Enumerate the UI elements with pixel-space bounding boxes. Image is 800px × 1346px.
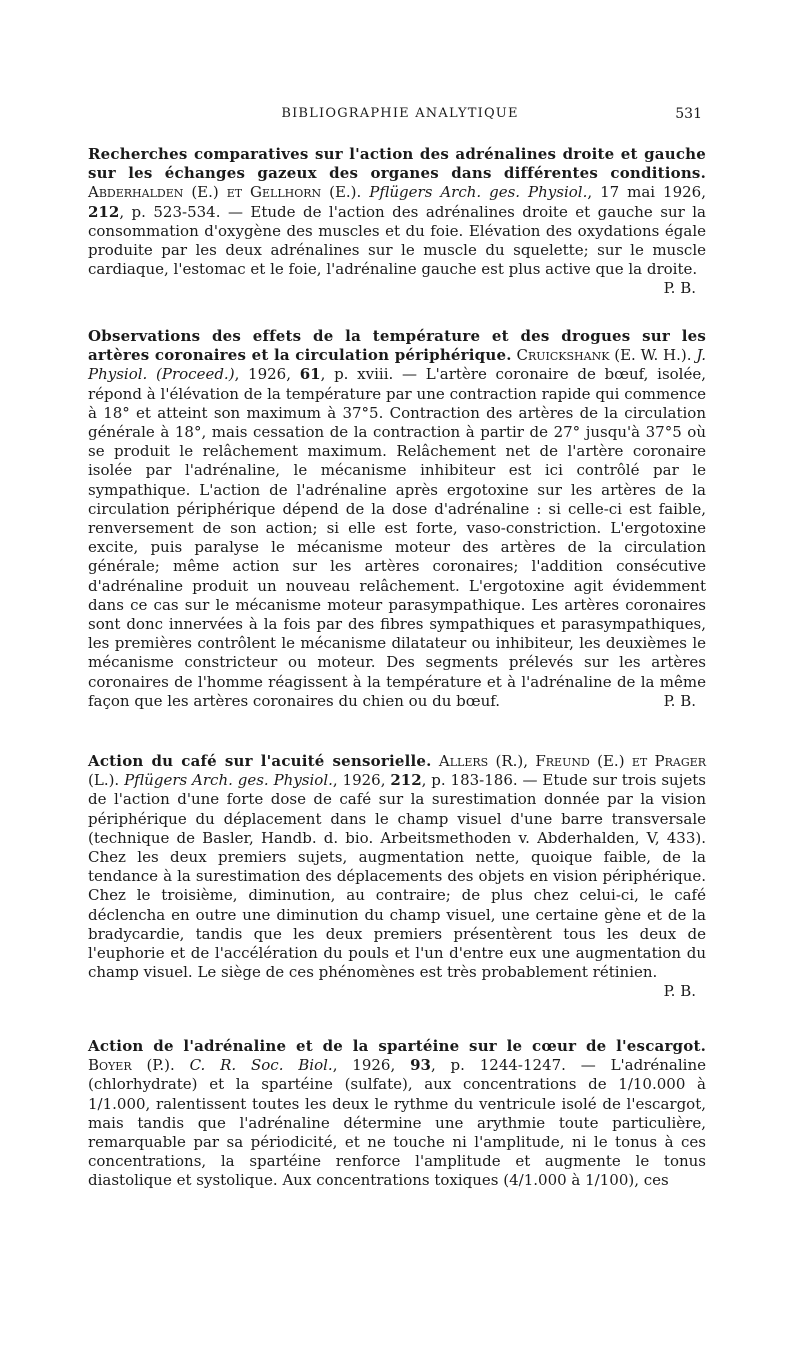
entry-signature: P. B. [663,279,696,298]
bibliography-entry [88,1037,706,1190]
entry-title: Action de l'adrénaline et de la spartéine sur le cœur de l'escargot. [88,1037,706,1055]
entry-date: , 1926, [332,1056,411,1075]
entry-pages: , p. 1244-1247. [430,1056,566,1075]
entry-date: , 17 mai 1926, [587,183,706,202]
bibliography-entry [88,752,706,1014]
entry-title: Observations des effets de la température et des drogues sur les artères coronaires et la circulation périphérique. [88,327,706,365]
entry-body [88,752,706,1002]
bibliography-entry [88,145,706,305]
entry-volume: 93 [410,1056,431,1075]
entry-volume: 212 [88,202,120,221]
entry-body [88,327,706,711]
bibliography-entry [88,327,706,732]
entry-authors: Allers (R.), Freund (E.) et Prager (L.). [88,752,706,790]
entry-journal: Pflügers Arch. ges. Physiol. [124,771,333,790]
entry-date: , 1926, [332,771,391,790]
page-number: 531 [675,106,702,122]
entry-volume: 212 [390,771,422,790]
entry-abstract: — L'artère coronaire de bœuf, isolée, répond à l'élévation de la température par une contraction rapide qui commence à 18° et atteint son maximum à 37°5. Contraction des artères de la circulation générale à 18°, mais cessation de la contraction à partir de 27° jusqu'à 37°5 où se produit le relâchement maximum. Relâchement net de l'artère coronaire isolée par l'adrénaline, le mécanisme inhibiteur est ici contrôlé par le sympathique. L'action de l'adrénaline après ergotoxine sur les artères de la circulation périphérique dépend de la dose d'adrénaline : si celle-ci est faible, renversement de son action; si elle est forte, vaso-constriction. L'ergotoxine excite, puis paralyse le mécanisme moteur des artères de la circulation générale; même action sur les artères coronaires; l'addition consécutive d'adrénaline produit un nouveau relâchement. L'ergotoxine agit évidemment dans ce cas sur le mécanisme moteur parasympathique. Les artères coronaires sont donc innervées à la fois par des fibres sympathiques et parasympathiques, les premières contrôlent le mécanisme dilatateur ou inhibiteur, les deuxièmes le mécanisme constricteur ou moteur. Des segments prélevés sur les artères coronaires de l'homme réagissent à la température et à l'adrénaline de la même façon que les artères coronaires du chien ou du bœuf. [88,365,706,710]
entry-pages: , p. 183-186. [421,771,518,790]
entry-abstract: — L'adrénaline (chlorhydrate) et la spartéine (sulfate), aux concentrations de 1/10.000 à 1/1.000, ralentissent toutes les deux le rythme du ventricule isolé de l'escargot, mais tandis que l'adrénaline détermine une arythmie toute particulière, remarquable par sa périodicité, et ne touche ni l'amplitude, ni le tonus à ces concentrations, la spartéine renforce l'amplitude et augmente le tonus diastolique et systolique. Aux concentrations toxiques (4/1.000 à 1/100), ces [88,1056,706,1190]
entry-pages: , p. 523-534. [119,202,221,221]
entry-signature: P. B. [663,982,696,1001]
entry-journal: Pflügers Arch. ges. Physiol. [369,183,588,202]
entry-authors: Cruickshank (E. W. H.). [516,346,692,365]
entry-journal: C. R. Soc. Biol. [189,1056,333,1075]
entry-pages: , p. xviii. [320,365,394,384]
running-title: BIBLIOGRAPHIE ANALYTIQUE [281,106,519,121]
entry-authors: Boyer (P.). [88,1056,175,1075]
entry-body [88,1037,706,1191]
entry-signature: P. B. [663,691,696,710]
entry-body [88,145,706,299]
entry-date: , 1926, [234,365,300,384]
entry-authors: Abderhalden (E.) et Gellhorn (E.). [88,183,362,202]
entry-title: Recherches comparatives sur l'action des adrénalines droite et gauche sur les échanges gazeux des organes dans différentes conditions. [88,145,706,183]
running-header [98,106,702,126]
entry-abstract: — Etude sur trois sujets de l'action d'une forte dose de café sur la surestimation donnée par la vision périphérique du déplacement dans le champ visuel d'une barre transversale (technique de Basler, Handb. d. bio. Arbeitsmethoden v. Abderhalden, V, 433). Chez les deux premiers sujets, augmentation nette, quoique faible, de la tendance à la surestimation des déplacements des objets en vision périphérique. Chez le troisième, diminution, au contraire; de plus chez celui-ci, le café déclencha en outre une diminution du champ visuel, une certaine gène et de la bradycardie, tandis que les deux premiers présentèrent tous les deux de l'euphorie et de l'accélération du pouls et l'un d'entre eux une augmentation du champ visuel. Le siège de ces phénomènes est très probablement rétinien. [88,771,706,982]
entry-volume: 61 [299,365,321,384]
entry-abstract: — Etude de l'action des adrénalines droite et gauche sur la consommation d'oxygène des muscles et du foie. Elévation des oxydations égale produite par les deux adrénalines sur le muscle du squelette; sur le muscle cardiaque, l'estomac et le foie, l'adrénaline gauche est plus active que la droite. [88,202,706,279]
entry-title: Action du café sur l'acuité sensorielle. [88,752,432,770]
entry-journal: J. Physiol. (Proceed.) [88,346,706,384]
